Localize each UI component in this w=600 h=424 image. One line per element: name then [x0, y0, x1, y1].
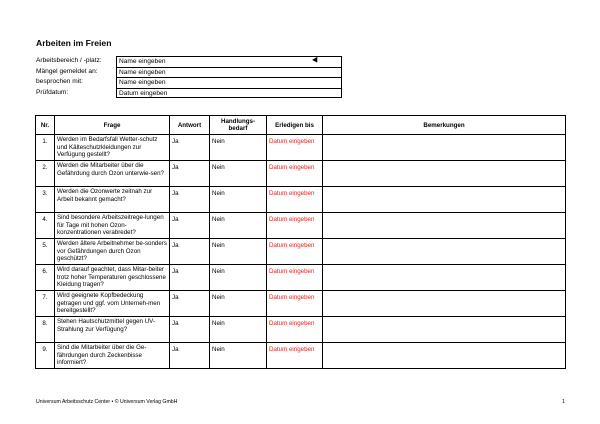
info-row-besprochen: [36, 77, 342, 88]
table-row: [36, 213, 566, 239]
cell-frage: Werden ältere Arbeitnehmer be-sonders vor Gefährdungen durch Ozon geschützt?: [55, 239, 170, 265]
info-row-pruefdatum: [36, 88, 342, 99]
column-header-nr: Nr.: [36, 116, 55, 135]
cell-handlungsbedarf-dropdown[interactable]: Nein: [210, 265, 267, 291]
cell-nr: 3.: [36, 187, 55, 213]
arbeitsbereich-field[interactable]: [116, 56, 342, 67]
cell-handlungsbedarf-dropdown[interactable]: Nein: [210, 291, 267, 317]
page-number: 1: [562, 399, 565, 405]
table-row: [36, 291, 566, 317]
cell-bemerkungen-field[interactable]: [323, 343, 566, 369]
cell-handlungsbedarf-dropdown[interactable]: Nein: [210, 343, 267, 369]
cell-erledigen-bis-datepicker[interactable]: Datum eingeben: [267, 317, 323, 343]
cell-bemerkungen-field[interactable]: [323, 187, 566, 213]
cell-erledigen-bis-datepicker[interactable]: Datum eingeben: [267, 291, 323, 317]
column-header-bemerkungen: Bemerkungen: [323, 116, 566, 135]
cell-antwort-dropdown[interactable]: Ja: [170, 239, 210, 265]
table-header-row: [36, 116, 566, 135]
cell-bemerkungen-field[interactable]: [323, 135, 566, 161]
cell-bemerkungen-field[interactable]: [323, 291, 566, 317]
cell-bemerkungen-field[interactable]: [323, 265, 566, 291]
column-header-handlungsbedarf: Handlungs- bedarf: [210, 116, 267, 135]
cell-nr: 4.: [36, 213, 55, 239]
table-row: [36, 265, 566, 291]
maengel-gemeldet-field[interactable]: Name eingeben: [116, 67, 342, 78]
besprochen-mit-field[interactable]: Name eingeben: [116, 77, 342, 88]
info-row-arbeitsbereich: [36, 56, 342, 67]
cell-erledigen-bis-datepicker[interactable]: Datum eingeben: [267, 187, 323, 213]
cell-antwort-dropdown[interactable]: Ja: [170, 161, 210, 187]
cell-frage: Sind besondere Arbeitszeitrege-lungen für Tage mit hohen Ozon-konzentrationen verabredet?: [55, 213, 170, 239]
cell-erledigen-bis-datepicker[interactable]: Datum eingeben: [267, 343, 323, 369]
cell-nr: 7.: [36, 291, 55, 317]
table-row: [36, 187, 566, 213]
info-block: [36, 56, 342, 98]
page-title: Arbeiten im Freien: [36, 38, 112, 48]
info-label: Mängel gemeldet an:: [36, 67, 98, 75]
info-label: Prüfdatum:: [36, 88, 69, 96]
cell-handlungsbedarf-dropdown[interactable]: Nein: [210, 239, 267, 265]
info-value: Name eingeben: [119, 58, 166, 65]
cell-erledigen-bis-datepicker[interactable]: Datum eingeben: [267, 135, 323, 161]
cell-antwort-dropdown[interactable]: Ja: [170, 187, 210, 213]
table-row: [36, 343, 566, 369]
cell-nr: 1.: [36, 135, 55, 161]
cell-antwort-dropdown[interactable]: Ja: [170, 317, 210, 343]
table-row: [36, 161, 566, 187]
cell-antwort-dropdown[interactable]: Ja: [170, 135, 210, 161]
cell-nr: 5.: [36, 239, 55, 265]
cell-frage: Wird geeignete Kopfbedeckung getragen und ggf. vom Unterneh-men bereitgestellt?: [55, 291, 170, 317]
cell-frage: Werden im Bedarfsfall Wetter-schutz und Kälteschutzkleidungen zur Verfügung gestellt?: [55, 135, 170, 161]
cell-handlungsbedarf-dropdown[interactable]: Nein: [210, 187, 267, 213]
cell-handlungsbedarf-dropdown[interactable]: Nein: [210, 161, 267, 187]
cell-frage: Wird darauf geachtet, dass Mitar-beiter trotz hoher Temperaturen geschlossene Kleidung tragen?: [55, 265, 170, 291]
cell-antwort-dropdown[interactable]: Ja: [170, 343, 210, 369]
cell-frage: Stehen Hautschutzmittel gegen UV-Strahlung zur Verfügung?: [55, 317, 170, 343]
cell-nr: 2.: [36, 161, 55, 187]
cell-frage: Werden die Mitarbeiter über die Gefährdung durch Ozon unterwie-sen?: [55, 161, 170, 187]
table-row: [36, 317, 566, 343]
cell-antwort-dropdown[interactable]: Ja: [170, 265, 210, 291]
cell-erledigen-bis-datepicker[interactable]: Datum eingeben: [267, 213, 323, 239]
cell-handlungsbedarf-dropdown[interactable]: Nein: [210, 317, 267, 343]
column-header-erledigen-bis: Erledigen bis: [267, 116, 323, 135]
cell-nr: 6.: [36, 265, 55, 291]
pruefdatum-field[interactable]: Datum eingeben: [116, 88, 342, 99]
cell-antwort-dropdown[interactable]: Ja: [170, 213, 210, 239]
table-row: [36, 239, 566, 265]
cell-nr: 9.: [36, 343, 55, 369]
cell-frage: Werden die Ozonwerte zeitnah zur Arbeit bekannt gemacht?: [55, 187, 170, 213]
column-header-antwort: Antwort: [170, 116, 210, 135]
cell-bemerkungen-field[interactable]: [323, 213, 566, 239]
column-header-frage: Frage: [55, 116, 170, 135]
cell-erledigen-bis-datepicker[interactable]: Datum eingeben: [267, 161, 323, 187]
table-row: [36, 135, 566, 161]
info-label: Arbeitsbereich / -platz:: [36, 57, 102, 64]
cell-handlungsbedarf-dropdown[interactable]: Nein: [210, 135, 267, 161]
cell-nr: 8.: [36, 317, 55, 343]
cell-erledigen-bis-datepicker[interactable]: Datum eingeben: [267, 265, 323, 291]
info-label: besprochen mit:: [36, 78, 83, 85]
mouse-cursor-icon: [312, 57, 320, 64]
cell-bemerkungen-field[interactable]: [323, 161, 566, 187]
footer-text: Universum Arbeitsschutz Center • © Universum Verlag GmbH: [36, 399, 178, 405]
cell-antwort-dropdown[interactable]: Ja: [170, 291, 210, 317]
cell-frage: Sind die Mitarbeiter über die Ge-fährdungen durch Zeckenbisse informiert?: [55, 343, 170, 369]
table-body: [36, 135, 566, 369]
cell-handlungsbedarf-dropdown[interactable]: Nein: [210, 213, 267, 239]
cell-bemerkungen-field[interactable]: [323, 317, 566, 343]
checklist-table: [35, 115, 566, 369]
cell-bemerkungen-field[interactable]: [323, 239, 566, 265]
info-row-maengel: [36, 67, 342, 78]
cell-erledigen-bis-datepicker[interactable]: Datum eingeben: [267, 239, 323, 265]
